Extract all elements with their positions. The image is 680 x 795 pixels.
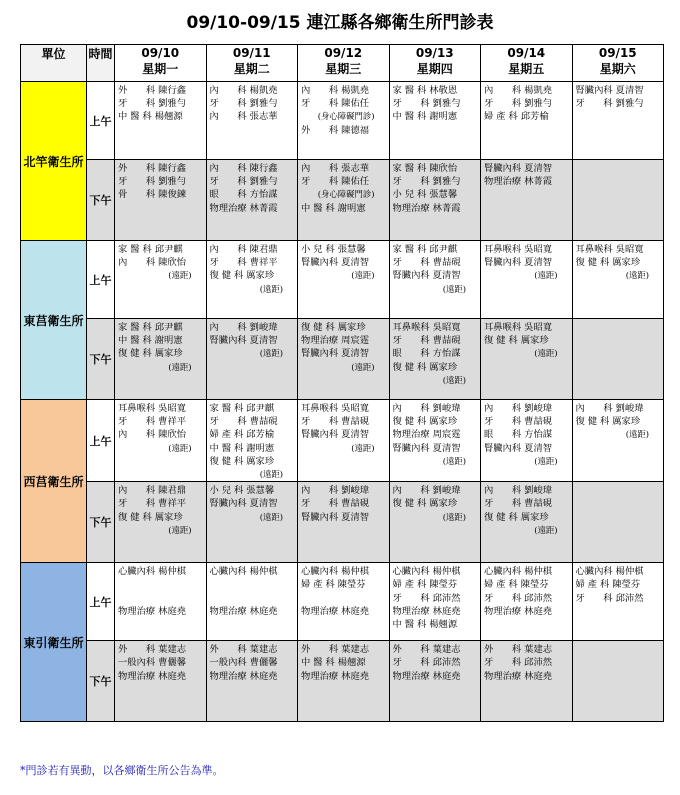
- cell-entry: 婦 產 科 陳瑩芬: [301, 579, 366, 591]
- day-date: 09/15: [598, 46, 637, 60]
- cell-entry: 物理治療 林庭堯: [118, 605, 187, 617]
- schedule-cell: [389, 82, 481, 160]
- day-date: 09/12: [324, 46, 363, 60]
- cell-entry: 牙 科 曹祥平: [118, 498, 187, 510]
- day-weekday: 星期三: [325, 62, 362, 76]
- cell-note: (遠距): [442, 374, 466, 385]
- cell-entry: 中 醫 科 楊翹源: [301, 657, 366, 669]
- cell-entry: 復 健 科 厲家珍: [118, 348, 183, 360]
- cell-entry: 復 健 科 厲家珍: [484, 335, 549, 347]
- day-weekday: 星期四: [416, 62, 453, 76]
- schedule-row-pm: [21, 319, 664, 400]
- cell-entry: 物理治療 林庭堯: [118, 670, 187, 682]
- cell-entry: 一般內科 曹儷馨: [209, 657, 278, 669]
- cell-entry: 物理治療 林菁霞: [209, 202, 278, 214]
- cell-entry: 內 科 陳君鼎: [118, 485, 187, 497]
- schedule-cell: [298, 160, 390, 241]
- schedule-cell: [298, 241, 390, 319]
- schedule-cell: [115, 160, 207, 241]
- cell-note: (遠距): [625, 429, 649, 440]
- clinic-schedule-table: [20, 44, 664, 722]
- schedule-cell: [481, 82, 573, 160]
- cell-note: (遠距): [351, 442, 375, 453]
- cell-entry: 內 科 張志華: [209, 111, 278, 123]
- schedule-cell: [298, 563, 390, 641]
- schedule-row-pm: [21, 641, 664, 722]
- schedule-cell: [389, 160, 481, 241]
- schedule-cell: [389, 641, 481, 722]
- schedule-cell: [115, 400, 207, 482]
- schedule-cell: [481, 160, 573, 241]
- day-header: [298, 45, 390, 82]
- cell-entry: 外 科 葉建志: [118, 644, 187, 656]
- cell-entry: 復 健 科 厲家珍: [392, 361, 458, 373]
- cell-entry: 牙 科 邱沛然: [392, 592, 461, 604]
- cell-entry: 腎臟內科 夏清智: [392, 270, 461, 282]
- cell-entry: 內 科 楊凱堯: [209, 85, 278, 96]
- cell-entry: 小 兒 科 張慧馨: [209, 485, 275, 497]
- schedule-cell: [389, 482, 481, 563]
- cell-entry: 婦 產 科 邱芳榆: [484, 111, 549, 123]
- cell-entry: 物理治療 林庭堯: [484, 605, 553, 617]
- cell-entry: 牙 科 劉雅勻: [484, 98, 553, 110]
- cell-note: (遠距): [351, 270, 375, 281]
- cell-note: (遠距): [625, 270, 649, 281]
- schedule-cell: [206, 160, 298, 241]
- day-date: 09/13: [415, 46, 454, 60]
- cell-entry: 內 科 劉峻瑋: [484, 485, 553, 497]
- cell-entry: 腎臟內科 夏清智: [301, 348, 370, 360]
- day-weekday: 星期二: [233, 62, 270, 76]
- cell-note: (遠距): [534, 455, 558, 466]
- cell-entry: 物理治療 林庭堯: [392, 670, 461, 682]
- cell-entry: 內 科 劉峻瑋: [209, 322, 278, 333]
- schedule-cell: [572, 641, 664, 722]
- clinic-name: 東引衛生所: [21, 563, 87, 722]
- cell-entry: 腎臟內科 夏清智: [575, 85, 644, 96]
- cell-entry: 牙 科 曹喆硯: [209, 416, 278, 428]
- cell-entry: 外 科 陳行鑫: [118, 85, 187, 96]
- cell-entry: 心臟內科 楊仲棋: [118, 566, 187, 578]
- cell-entry: 家 醫 科 陳欣怡: [392, 163, 458, 174]
- cell-entry: 內 科 陳欣怡: [118, 429, 187, 441]
- day-header: [115, 45, 207, 82]
- schedule-cell: [481, 241, 573, 319]
- cell-entry: 內 科 陳行鑫: [209, 163, 278, 174]
- cell-entry: 眼 科 方怡謀: [484, 429, 553, 441]
- cell-entry: 腎臟內科 夏清智: [484, 163, 553, 174]
- cell-entry: 家 醫 科 邱尹麒: [118, 244, 183, 255]
- cell-entry: 復 健 科 厲家珍: [392, 416, 458, 428]
- schedule-cell: [115, 241, 207, 319]
- cell-entry: 物理治療 林菁霞: [392, 202, 461, 214]
- cell-entry: 家 醫 科 邱尹麒: [392, 244, 458, 255]
- cell-entry: 物理治療 林庭堯: [301, 670, 370, 682]
- schedule-cell: [389, 319, 481, 400]
- cell-entry: 心臟內科 楊仲棋: [209, 566, 278, 578]
- schedule-cell: [298, 319, 390, 400]
- cell-entry: 中 醫 科 謝明憲: [301, 202, 366, 214]
- cell-entry: 腎臟內科 夏清智: [209, 498, 278, 510]
- cell-entry: 牙 科 劉雅勻: [392, 98, 461, 110]
- cell-entry: 腎臟內科 夏清智: [301, 429, 370, 441]
- cell-entry: 內 科 劉峻瑋: [301, 485, 370, 497]
- session-label: 下午: [87, 160, 115, 241]
- cell-entry: 物理治療 林庭堯: [484, 670, 553, 682]
- cell-entry: 心臟內科 楊仲棋: [575, 566, 644, 578]
- schedule-cell: [572, 400, 664, 482]
- cell-entry: 內 科 陳欣怡: [118, 257, 187, 269]
- cell-entry: 牙 科 曹喆硯: [301, 498, 370, 510]
- schedule-cell: [481, 482, 573, 563]
- cell-entry: 外 科 葉建志: [209, 644, 278, 656]
- cell-entry: 物理治療 林庭堯: [301, 605, 370, 617]
- cell-entry: 骨 科 陳俊鍊: [118, 189, 187, 201]
- cell-entry: 牙 科 劉雅勻: [392, 176, 461, 188]
- cell-entry: 牙 科 曹祥平: [118, 416, 187, 428]
- cell-entry: 內 科 陳君鼎: [209, 244, 278, 255]
- day-header: [572, 45, 664, 82]
- cell-note: (遠距): [442, 283, 466, 294]
- schedule-cell: [115, 319, 207, 400]
- cell-entry: 牙 科 曹喆硯: [392, 257, 461, 269]
- day-date: 09/14: [507, 46, 546, 60]
- cell-entry: 復 健 科 厲家珍: [209, 270, 275, 282]
- cell-entry: 腎臟內科 夏清智: [392, 442, 461, 454]
- session-label: 上午: [87, 82, 115, 160]
- cell-entry: 內 科 劉峻瑋: [392, 485, 461, 497]
- schedule-cell: [572, 82, 664, 160]
- unit-header: 單位: [21, 45, 87, 82]
- cell-entry: 腎臟內科 夏清智: [209, 335, 278, 347]
- cell-note: (遠距): [534, 270, 558, 281]
- schedule-cell: [481, 319, 573, 400]
- cell-entry: 內 科 楊凱堯: [484, 85, 553, 96]
- cell-note: (遠距): [168, 524, 192, 535]
- cell-entry: 眼 科 方怡謀: [209, 189, 278, 201]
- cell-entry: 牙 科 曹喆硯: [301, 416, 370, 428]
- cell-entry: 眼 科 方怡謀: [392, 348, 461, 360]
- schedule-cell: [572, 160, 664, 241]
- footnote: *門診若有異動，以各鄉衛生所公告為準。: [20, 764, 224, 777]
- cell-entry: 婦 產 科 陳瑩芬: [484, 579, 549, 591]
- session-label: 下午: [87, 482, 115, 563]
- clinic-name: 東莒衛生所: [21, 241, 87, 400]
- cell-entry: 內 科 張志華: [301, 163, 370, 174]
- cell-entry: 心臟內科 楊仲棋: [484, 566, 553, 578]
- schedule-cell: [298, 400, 390, 482]
- schedule-row-pm: [21, 482, 664, 563]
- schedule-cell: [115, 82, 207, 160]
- cell-entry: [301, 592, 387, 605]
- cell-entry: 牙 科 劉雅勻: [575, 98, 644, 110]
- time-header: 時間: [87, 45, 115, 82]
- cell-entry: 復 健 科 厲家珍: [209, 455, 275, 467]
- cell-entry: 耳鼻喉科 吳昭寬: [484, 244, 553, 255]
- cell-entry: 中 醫 科 楊翹源: [392, 619, 458, 631]
- schedule-cell: [572, 241, 664, 319]
- schedule-cell: [115, 563, 207, 641]
- cell-entry: 小 兒 科 張慧馨: [301, 244, 366, 255]
- cell-note: (遠距): [442, 455, 466, 466]
- day-weekday: 星期一: [142, 62, 179, 76]
- cell-entry: 牙 科 陳佑任: [301, 176, 370, 188]
- cell-entry: 腎臟內科 夏清智: [301, 511, 370, 523]
- cell-entry: 內 科 劉峻瑋: [392, 403, 461, 414]
- cell-entry: 復 健 科 厲家珍: [484, 511, 549, 523]
- schedule-cell: [481, 400, 573, 482]
- schedule-row-am: [21, 563, 664, 641]
- cell-entry: 外 科 葉建志: [484, 644, 553, 656]
- day-header: [481, 45, 573, 82]
- session-label: 上午: [87, 241, 115, 319]
- cell-entry: 牙 科 陳佑任: [301, 98, 370, 110]
- day-header: [389, 45, 481, 82]
- cell-entry: 牙 科 劉雅勻: [209, 98, 278, 110]
- clinic-name: 北竿衛生所: [21, 82, 87, 241]
- cell-entry: 外 科 陳行鑫: [118, 163, 187, 174]
- day-weekday: 星期六: [599, 62, 636, 76]
- schedule-cell: [206, 319, 298, 400]
- schedule-cell: [206, 482, 298, 563]
- cell-note: (遠距): [259, 469, 283, 480]
- schedule-row-am: [21, 400, 664, 482]
- cell-entry: 耳鼻喉科 吳昭寬: [118, 403, 187, 414]
- cell-note: (身心障礙門診): [317, 111, 375, 122]
- cell-entry: [210, 592, 296, 605]
- cell-entry: 婦 產 科 陳瑩芬: [575, 579, 641, 591]
- cell-entry: [210, 578, 296, 591]
- cell-entry: 牙 科 曹喆硯: [392, 335, 461, 347]
- cell-note: (遠距): [259, 283, 283, 294]
- cell-entry: 牙 科 邱沛然: [392, 657, 461, 669]
- cell-entry: 中 醫 科 謝明憲: [118, 335, 183, 347]
- cell-entry: 心臟內科 楊仲棋: [392, 566, 461, 578]
- cell-entry: 物理治療 林庭堯: [392, 605, 461, 617]
- cell-entry: 耳鼻喉科 吳昭寬: [301, 403, 370, 414]
- schedule-cell: [572, 563, 664, 641]
- day-date: 09/10: [141, 46, 180, 60]
- schedule-cell: [481, 563, 573, 641]
- day-header: [206, 45, 298, 82]
- cell-entry: 耳鼻喉科 吳昭寬: [575, 244, 644, 255]
- cell-entry: [118, 578, 204, 591]
- schedule-cell: [115, 482, 207, 563]
- cell-entry: 復 健 科 厲家珍: [575, 416, 641, 428]
- cell-entry: 心臟內科 楊仲棋: [301, 566, 370, 578]
- cell-entry: 腎臟內科 夏清智: [484, 257, 553, 269]
- schedule-cell: [115, 641, 207, 722]
- schedule-cell: [298, 82, 390, 160]
- cell-entry: 外 科 葉建志: [301, 644, 370, 656]
- cell-entry: 腎臟內科 夏清智: [484, 442, 553, 454]
- cell-entry: 小 兒 科 張慧馨: [392, 189, 458, 201]
- cell-entry: 婦 產 科 邱芳榆: [209, 429, 275, 441]
- schedule-cell: [206, 563, 298, 641]
- schedule-cell: [298, 482, 390, 563]
- cell-entry: 家 醫 科 邱尹麒: [209, 403, 275, 414]
- day-date: 09/11: [232, 46, 271, 60]
- cell-entry: 腎臟內科 夏清智: [301, 257, 370, 269]
- cell-entry: 外 科 陳德福: [301, 124, 370, 136]
- cell-entry: 牙 科 劉雅勻: [118, 98, 187, 110]
- header-row: [21, 45, 664, 82]
- cell-entry: 物理治療 林菁霞: [484, 176, 553, 188]
- session-label: 下午: [87, 641, 115, 722]
- cell-note: (遠距): [534, 348, 558, 359]
- schedule-body: [21, 82, 664, 722]
- cell-entry: 家 醫 科 邱尹麒: [118, 322, 183, 333]
- cell-entry: 物理治療 林庭堯: [209, 605, 278, 617]
- cell-entry: 牙 科 劉雅勻: [118, 176, 187, 188]
- page-title: 09/10-09/15 連江縣各鄉衛生所門診表: [186, 13, 494, 33]
- schedule-cell: [206, 82, 298, 160]
- cell-entry: 中 醫 科 楊翹源: [118, 111, 183, 123]
- cell-entry: 耳鼻喉科 吳昭寬: [484, 322, 553, 333]
- cell-entry: 婦 產 科 陳瑩芬: [392, 579, 458, 591]
- cell-entry: 牙 科 邱沛然: [484, 592, 553, 604]
- schedule-cell: [572, 319, 664, 400]
- cell-note: (遠距): [259, 348, 283, 359]
- cell-entry: 耳鼻喉科 吳昭寬: [392, 322, 461, 333]
- cell-note: (遠距): [534, 524, 558, 535]
- cell-entry: 復 健 科 厲家珍: [575, 257, 641, 269]
- cell-note: (遠距): [168, 442, 192, 453]
- cell-note: (身心障礙門診): [317, 189, 375, 200]
- schedule-cell: [206, 241, 298, 319]
- session-label: 上午: [87, 563, 115, 641]
- cell-entry: 中 醫 科 謝明憲: [209, 442, 275, 454]
- cell-entry: 復 健 科 厲家珍: [118, 511, 183, 523]
- schedule-cell: [389, 563, 481, 641]
- schedule-cell: [206, 400, 298, 482]
- cell-entry: 牙 科 曹喆硯: [484, 498, 553, 510]
- cell-entry: 家 醫 科 林敬恩: [392, 85, 458, 96]
- schedule-cell: [481, 641, 573, 722]
- cell-entry: 牙 科 邱沛然: [484, 657, 553, 669]
- schedule-cell: [206, 641, 298, 722]
- cell-entry: 復 健 科 厲家珍: [301, 322, 366, 333]
- cell-entry: 內 科 劉峻瑋: [575, 403, 644, 414]
- cell-note: (遠距): [168, 270, 192, 281]
- cell-note: (遠距): [442, 511, 466, 522]
- session-label: 上午: [87, 400, 115, 482]
- schedule-cell: [389, 241, 481, 319]
- day-weekday: 星期五: [508, 62, 545, 76]
- cell-entry: 中 醫 科 謝明憲: [392, 111, 458, 123]
- session-label: 下午: [87, 319, 115, 400]
- cell-entry: 物理治療 林庭堯: [209, 670, 278, 682]
- cell-entry: 內 科 劉峻瑋: [484, 403, 553, 414]
- cell-note: (遠距): [168, 361, 192, 372]
- cell-entry: [118, 592, 204, 605]
- cell-entry: 牙 科 曹喆硯: [484, 416, 553, 428]
- cell-entry: 牙 科 曹祥平: [209, 257, 278, 269]
- schedule-row-pm: [21, 160, 664, 241]
- cell-entry: 內 科 楊凱堯: [301, 85, 370, 96]
- cell-entry: 牙 科 劉雅勻: [209, 176, 278, 188]
- cell-entry: 復 健 科 厲家珍: [392, 498, 458, 510]
- cell-entry: 外 科 葉建志: [392, 644, 461, 656]
- schedule-row-am: [21, 82, 664, 160]
- cell-entry: 物理治療 周宸霆: [301, 335, 370, 347]
- cell-entry: 一般內科 曹儷馨: [118, 657, 187, 669]
- clinic-name: 西莒衛生所: [21, 400, 87, 563]
- cell-note: (遠距): [351, 361, 375, 372]
- schedule-cell: [572, 482, 664, 563]
- cell-entry: 牙 科 邱沛然: [575, 592, 644, 604]
- schedule-row-am: [21, 241, 664, 319]
- cell-note: (遠距): [259, 511, 283, 522]
- schedule-cell: [389, 400, 481, 482]
- cell-entry: 物理治療 周宸霆: [392, 429, 461, 441]
- schedule-cell: [298, 641, 390, 722]
